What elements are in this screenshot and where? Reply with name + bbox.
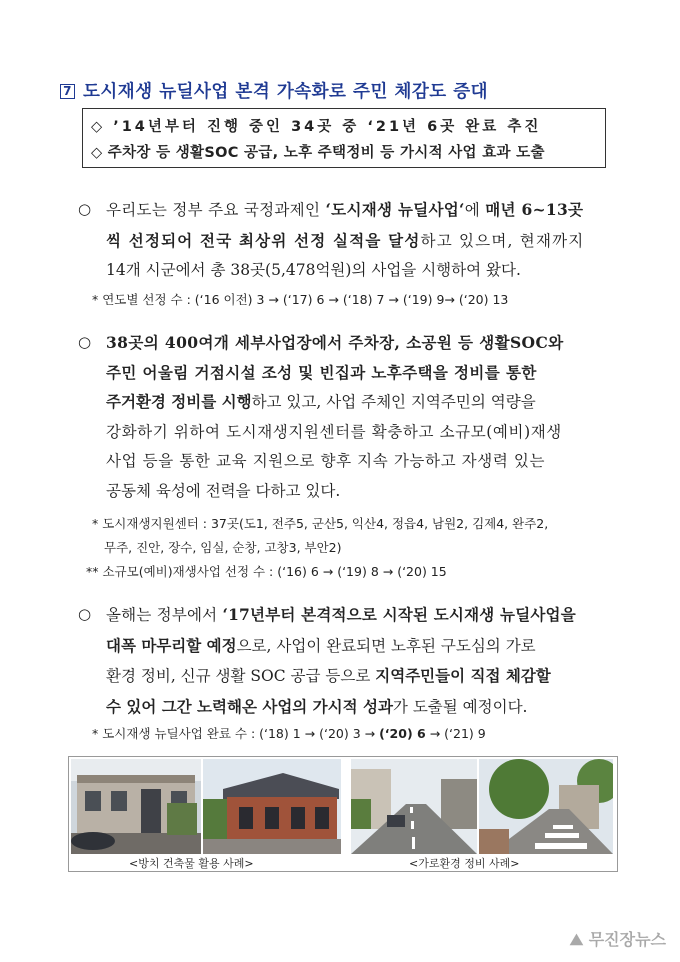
watermark-logo [570,927,666,950]
photo-street-1 [351,759,477,854]
photo-street-2 [479,759,613,854]
photo-abandoned-building-2 [203,759,341,854]
p3-emphasis: 수 있어 그간 노력해온 사업의 가시적 성과 [106,696,393,716]
footnote-2-line-2: 무주, 진안, 장수, 임실, 순창, 고창3, 부안2) [104,540,342,555]
footnote-2-line-3: ** 소규모(예비)재생사업 선정 수 : (‘16) 6 → (‘19) 8 → (‘20) 15 [86,564,447,579]
p2-line: 공동체 육성에 전력을 다하고 있다. [106,481,341,500]
p1-emphasis: 씩 선정되어 전국 최상위 선정 실적을 달성 [106,230,421,250]
watermark-mountain-icon: ⛰ [569,930,584,949]
p2-text: 하고 있고, 사업 주체인 지역주민의 역량을 [251,393,536,411]
footnote-1: * 연도별 선정 수 : (‘16 이전) 3 → (‘17) 6 → (‘18) 7 → (‘19) 9→ (‘20) 13 [92,292,509,307]
footnote-2-line-1: * 도시재생지원센터 : 37곳(도1, 전주5, 군산5, 익산4, 정읍4, 남원2, 김제4, 완주2, [92,516,549,531]
section-heading [60,78,620,103]
p1-emphasis: ‘도시재생 뉴딜사업‘ [325,200,465,219]
p3-emphasis: ‘17년부터 본격적으로 시작된 도시재생 뉴딜사업을 [222,605,576,624]
summary-line-1: ◇ ’14년부터 진행 중인 34곳 중 ‘21년 6곳 완료 추진 [91,119,542,135]
p3-emphasis: 지역주민들이 직접 체감할 [375,666,551,685]
bullet-circle: ○ [78,333,92,351]
caption-right: <가로환경 정비 사례> [409,857,520,870]
p1-emphasis: 매년 6~13곳 [485,200,584,219]
paragraph-3 [78,600,623,722]
summary-box [82,108,606,168]
paragraph-2 [78,328,623,506]
summary-line-2: ◇ 주차장 등 생활SOC 공급, 노후 주택정비 등 가시적 사업 효과 도출 [91,145,545,161]
caption-left: <방치 건축물 활용 사례> [129,857,254,870]
p2-line: 주민 어울림 거점시설 조성 및 빈집과 노후주택을 정비를 통한 [106,362,537,382]
p1-text: 에 [464,201,486,219]
p2-line: 사업 등을 통한 교육 지원으로 향후 지속 가능하고 자생력 있는 [106,452,546,470]
p2-emphasis: 주거환경 정비를 시행 [106,392,252,411]
p1-text: 우리도는 정부 주요 국정과제인 [106,201,326,219]
p3-text: 올해는 정부에서 [106,606,223,624]
p1-text: 하고 있으며, 현재까지 [420,231,585,250]
watermark-text: 무진장뉴스 [588,930,666,949]
paragraph-1 [78,195,623,286]
p2-line: 38곳의 400여개 세부사업장에서 주차장, 소공원 등 생활SOC와 [106,333,564,352]
bullet-circle: ○ [78,605,92,623]
p3-text: 으로, 사업이 완료되면 노후된 구도심의 가로 [236,636,536,655]
section-title: 도시재생 뉴딜사업 본격 가속화로 주민 체감도 증대 [83,82,489,102]
section-number: 7 [60,84,75,99]
photo-abandoned-building-1 [71,759,201,854]
footnote-3: * 도시재생 뉴딜사업 완료 수 : (‘18) 1 → (‘20) 3 → (‘20) 6 → (‘21) 9 [92,726,486,741]
p1-line: 14개 시군에서 총 38곳(5,478억원)의 사업을 시행하여 왔다. [106,261,521,279]
bullet-circle: ○ [78,200,92,218]
photo-panel [68,756,618,872]
p3-emphasis: 대폭 마무리할 예정 [106,635,237,655]
p2-line: 강화하기 위하여 도시재생지원센터를 확충하고 소규모(예비)재생 [106,422,562,441]
p3-text: 가 도출될 예정이다. [392,697,528,716]
p3-text: 환경 정비, 신규 생활 SOC 공급 등으로 [106,667,376,685]
